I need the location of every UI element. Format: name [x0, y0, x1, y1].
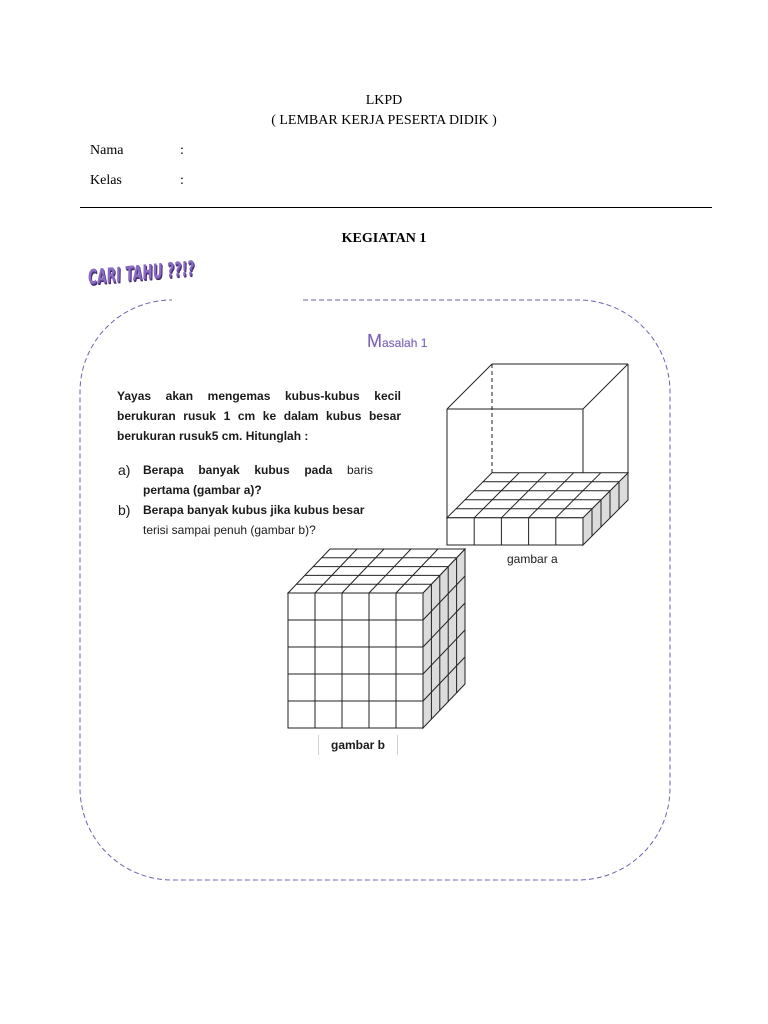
- problem-intro-line: berukuran rusuk5 cm. Hitunglah :: [117, 429, 309, 443]
- field-row-nama: [0, 142, 400, 160]
- cari-tahu-badge: CARI TAHU ??!?: [87, 255, 195, 290]
- cube-right-face: [583, 473, 628, 545]
- box-edge: [447, 364, 492, 409]
- right-face-grid-line: [423, 576, 465, 620]
- cube-front-face: [447, 518, 583, 545]
- field-row-kelas: [0, 172, 400, 190]
- right-face-grid-line: [423, 657, 465, 701]
- cube-front-face: [288, 593, 423, 728]
- question-text-bold: Berapa banyak kubus jika kubus besar: [143, 503, 365, 517]
- question-a: [118, 460, 408, 500]
- question-text-line: [143, 480, 408, 500]
- question-text-plain: baris: [346, 463, 373, 477]
- figure-a-drawing: [447, 364, 628, 545]
- header-divider: [80, 207, 712, 208]
- cube-top-face: [288, 549, 465, 593]
- cube-top-face: [447, 473, 628, 518]
- document-title: LKPD: [365, 93, 403, 108]
- top-face-grid-line: [529, 473, 574, 518]
- question-text-line: [143, 460, 373, 480]
- field-label-nama: Nama: [90, 143, 124, 158]
- question-list: [118, 460, 408, 540]
- question-text-line: [143, 500, 408, 520]
- activity-title: KEGIATAN 1: [341, 231, 427, 246]
- question-text-bold: pertama (gambar a)?: [143, 483, 262, 497]
- question-label: b): [118, 502, 131, 518]
- top-face-grid-line: [315, 549, 357, 593]
- field-separator: :: [180, 173, 184, 188]
- figure-a-caption: gambar a: [507, 552, 558, 566]
- problem-intro-line: berukuran rusuk 1 cm ke dalam kubus besar: [117, 409, 401, 423]
- figure-b-drawing: [288, 549, 465, 728]
- problem-intro-line: Yayas akan mengemas kubus-kubus kecil: [117, 389, 401, 403]
- right-face-grid-line: [423, 603, 465, 647]
- field-label-kelas: Kelas: [90, 173, 122, 188]
- field-separator: :: [180, 143, 184, 158]
- question-b: [118, 500, 408, 540]
- figure-b-caption: gambar b: [318, 735, 398, 755]
- question-text-line: [143, 520, 408, 540]
- box-edge: [583, 364, 628, 409]
- cube-right-face: [423, 549, 465, 728]
- top-face-grid-line: [342, 549, 384, 593]
- top-face-grid-line: [396, 549, 438, 593]
- question-label: a): [118, 462, 131, 478]
- top-face-grid-line: [501, 473, 546, 518]
- top-face-grid-line: [474, 473, 519, 518]
- top-face-grid-line: [556, 473, 601, 518]
- problem-intro: [117, 386, 401, 446]
- right-face-grid-line: [423, 630, 465, 674]
- top-face-grid-line: [369, 549, 411, 593]
- document-subtitle: ( LEMBAR KERJA PESERTA DIDIK ): [271, 113, 497, 128]
- question-text-plain: terisi sampai penuh (gambar b)?: [143, 523, 316, 537]
- problem-heading: Masalah 1: [367, 331, 428, 351]
- question-text-bold: Berapa banyak kubus pada: [143, 463, 333, 477]
